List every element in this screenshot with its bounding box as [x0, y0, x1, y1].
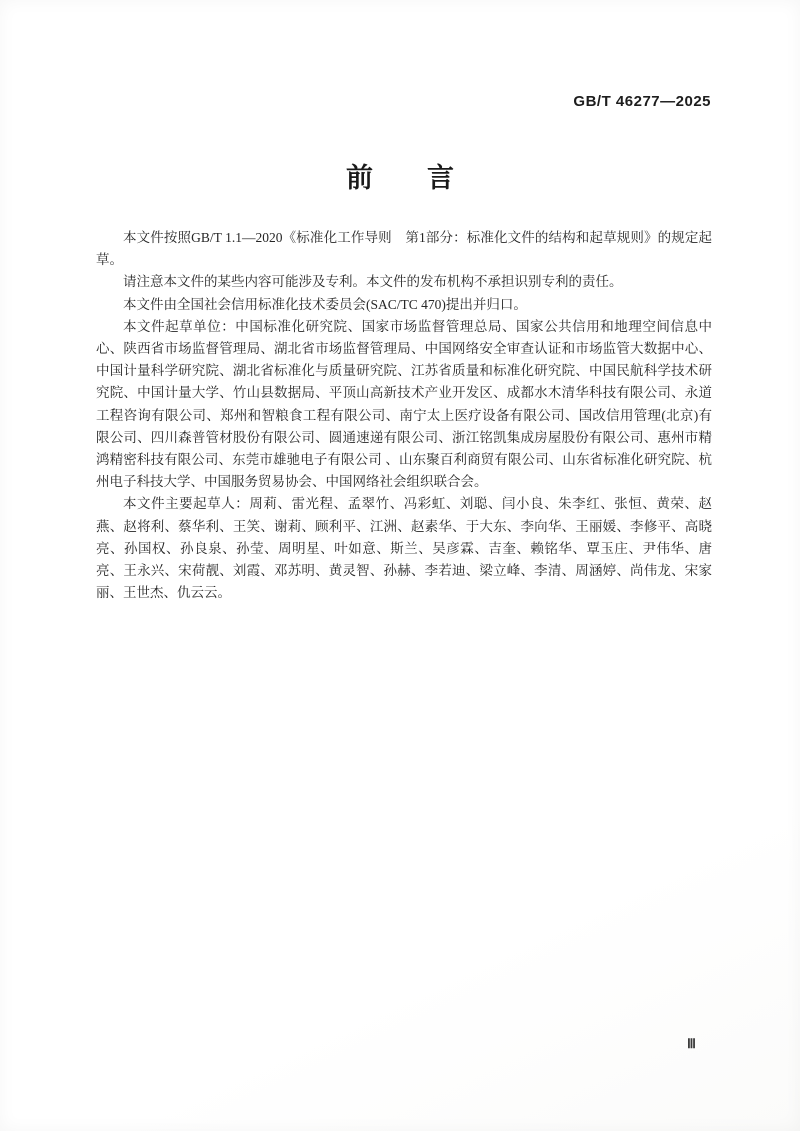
standard-number: GB/T 46277—2025 [573, 93, 711, 110]
paragraph-drafting-organizations: 本文件起草单位：中国标准化研究院、国家市场监督管理总局、国家公共信用和地理空间信息中心、陕西省市场监督管理局、湖北省市场监督管理局、中国网络安全审查认证和市场监管大数据中心、中国计量科学研究院、湖北省标准化与质量研究院、江苏省质量和标准化研究院、中国民航科学技术研究院、中国计量大学、竹山县数据局、平顶山高新技术产业开发区、成都水木清华科技有限公司、永道工程咨询有限公司、郑州和智粮食工程有限公司、南宁太上医疗设备有限公司、国改信用管理(北京)有限公司、四川森普管材股份有限公司、圆通速递有限公司、浙江铭凯集成房屋股份有限公司、惠州市精鸿精密科技有限公司、东莞市雄驰电子有限公司 、山东聚百利商贸有限公司、山东省标准化研究院、杭州电子科技大学、中国服务贸易协会、中国网络社会组织联合会。 [96, 318, 712, 490]
paragraph-committee: 本文件由全国社会信用标准化技术委员会(SAC/TC 470)提出并归口。 [123, 296, 527, 312]
foreword-body [96, 227, 712, 604]
paragraph-drafting-rules: 本文件按照GB/T 1.1—2020《标准化工作导则 第1部分：标准化文件的结构和起草规则》的规定起草。 [96, 230, 712, 268]
page-number: Ⅲ [687, 1036, 697, 1051]
page-title: 前 言 [346, 163, 454, 193]
paragraph-drafters: 本文件主要起草人：周莉、雷光程、孟翠竹、冯彩虹、刘聪、闫小良、朱李红、张恒、黄荣、赵燕、赵将利、蔡华利、王笑、谢莉、顾利平、江洲、赵素华、于大东、李向华、王丽媛、李修平、高晓亮、孙国权、孙良泉、孙莹、周明星、叶如意、斯兰、吴彦霖、吉奎、赖铭华、覃玉庄、尹伟华、唐亮、王永兴、宋荷靓、刘霞、邓苏明、黄灵智、孙赫、李若迪、梁立峰、李清、周涵婷、尚伟龙、宋家丽、王世杰、仇云云。 [96, 496, 712, 601]
paragraph-patent-notice: 请注意本文件的某些内容可能涉及专利。本文件的发布机构不承担识别专利的责任。 [123, 274, 623, 290]
